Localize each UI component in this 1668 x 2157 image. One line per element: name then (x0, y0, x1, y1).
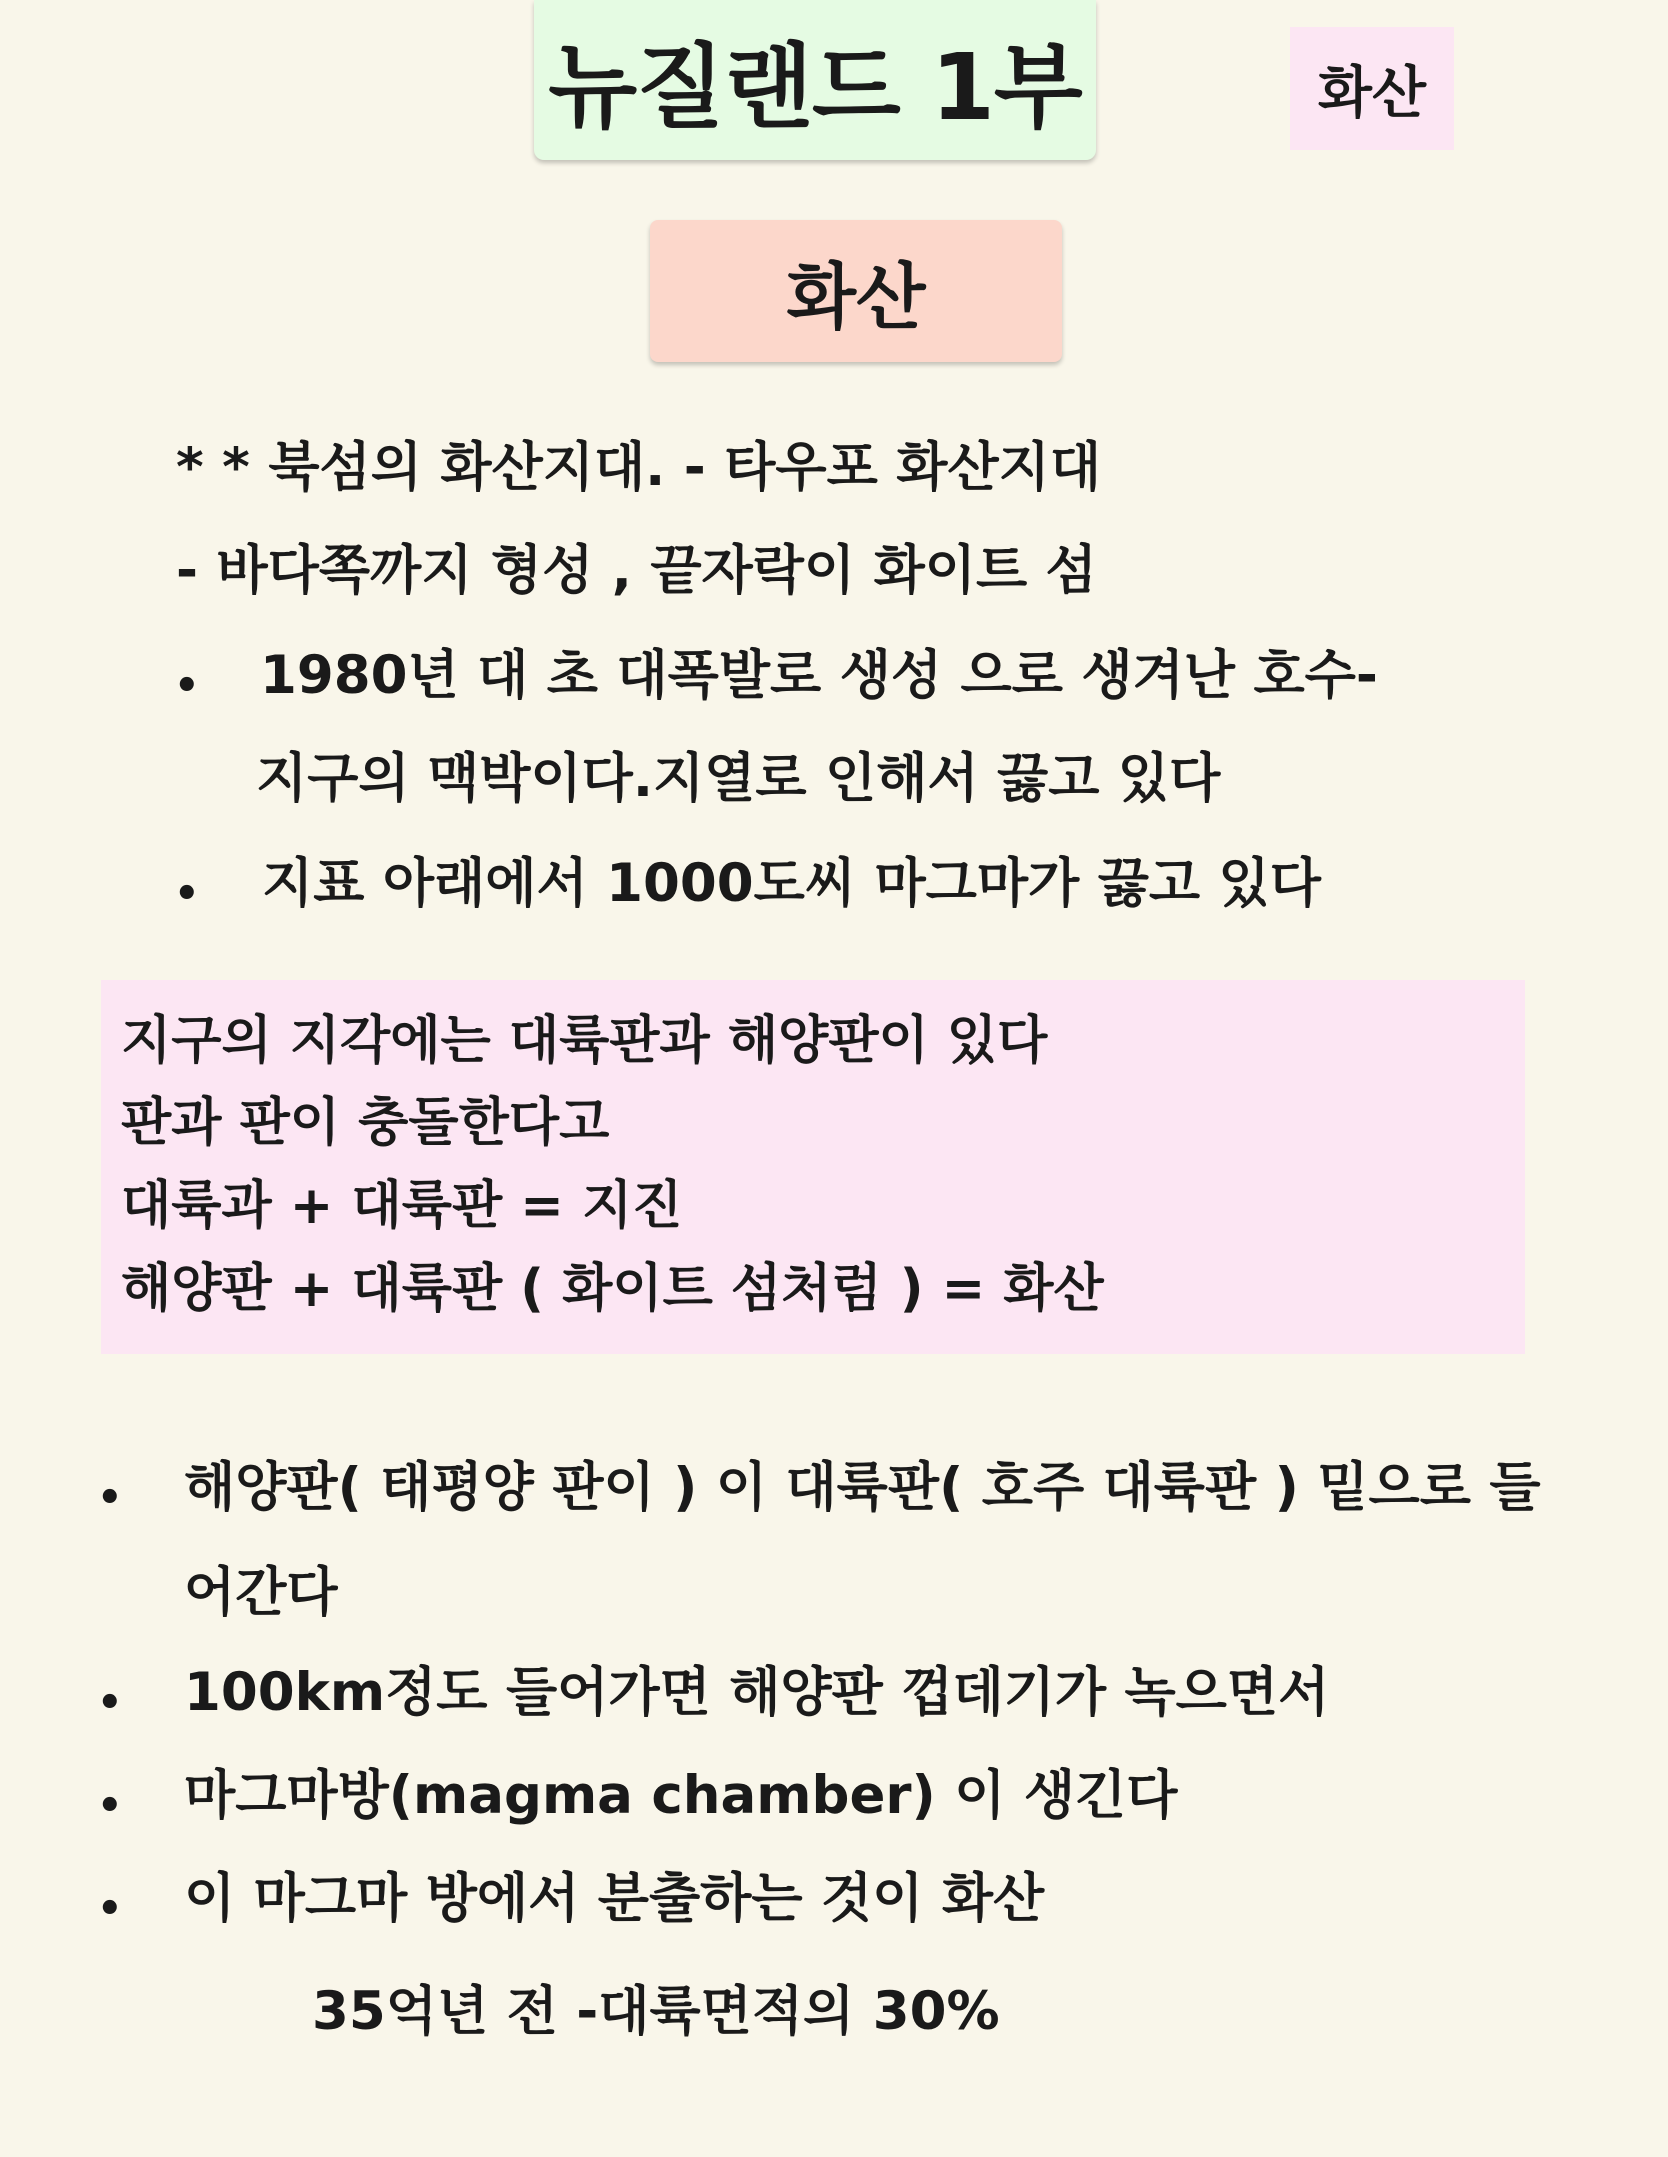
intro-bullet-1-line-1: 1980년 대 초 대폭발로 생성 으로 생겨난 호수- (260, 645, 1378, 706)
page-title: 뉴질랜드 1부 (548, 34, 1082, 141)
intro-bullet-2-line-1: 지표 아래에서 1000도씨 마그마가 끓고 있다 (262, 853, 1321, 914)
section-title: 화산 (786, 255, 926, 339)
detail-bullet-2-line-1: 100km정도 들어가면 해양판 껍데기가 녹으면서 (184, 1662, 1330, 1723)
detail-bullet-1-line-1: 해양판( 태평양 판이 ) 이 대륙판( 호주 대륙판 ) 밑으로 들 (184, 1457, 1541, 1518)
footnote: 35억년 전 -대륙면적의 30% (312, 1981, 1000, 2042)
intro-bullet-1-line-2: 지구의 맥박이다.지열로 인해서 끓고 있다 (256, 748, 1221, 809)
bullet-dot: • (174, 871, 200, 917)
plate-tectonics-panel (101, 980, 1525, 1354)
bullet-dot: • (97, 1886, 123, 1932)
panel-line-1: 지구의 지각에는 대륙판과 해양판이 있다 (121, 1011, 1048, 1071)
page-title-box (534, 0, 1096, 160)
topic-tag (1290, 27, 1454, 150)
bullet-dot: • (97, 1475, 123, 1521)
bullet-dot: • (97, 1680, 123, 1726)
panel-line-3: 대륙과 + 대륙판 = 지진 (121, 1176, 683, 1236)
detail-bullet-1-line-2: 어간다 (184, 1562, 338, 1623)
section-title-box (650, 220, 1062, 362)
intro-line-2: - 바다쪽까지 형성 , 끝자락이 화이트 섬 (176, 540, 1097, 601)
detail-bullet-3-line-1: 마그마방(magma chamber) 이 생긴다 (184, 1765, 1178, 1826)
intro-line-1: * * 북섬의 화산지대. - 타우포 화산지대 (176, 437, 1102, 498)
detail-bullet-4-line-1: 이 마그마 방에서 분출하는 것이 화산 (184, 1868, 1045, 1929)
bullet-dot: • (174, 663, 200, 709)
panel-line-2: 판과 판이 충돌한다고 (121, 1093, 610, 1153)
topic-tag-label: 화산 (1317, 60, 1427, 126)
panel-line-4: 해양판 + 대륙판 ( 화이트 섬처럼 ) = 화산 (121, 1259, 1104, 1319)
bullet-dot: • (97, 1783, 123, 1829)
